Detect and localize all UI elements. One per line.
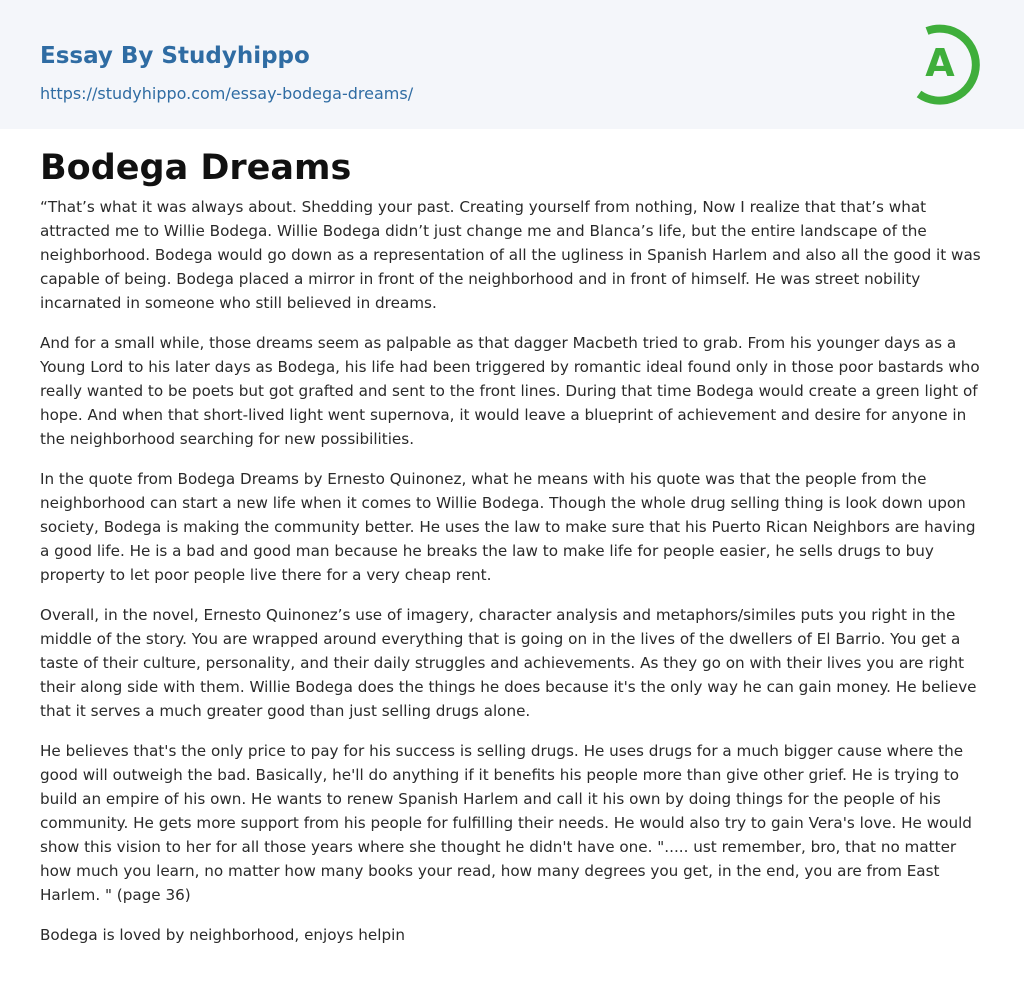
logo-letter: A [925, 41, 955, 85]
brand-title: Essay By Studyhippo [40, 43, 310, 69]
essay-paragraph: In the quote from Bodega Dreams by Ernesto Quinonez, what he means with his quote was that the people from the neighborhood can start a new life when it comes to Willie Bodega. Though the whole drug selling thing is look down upon society, Bodega is making the community better. He uses the law to make sure that his Puerto Rican Neighbors are having a good life. He is a bad and good man because he breaks the law to make life for people easier, he sells drugs to buy property to let poor people live there for a very cheap rent. [40, 470, 976, 584]
essay-body [40, 195, 988, 963]
essay-paragraph: He believes that's the only price to pay for his success is selling drugs. He uses drugs for a much bigger cause where the good will outweigh the bad. Basically, he'll do anything if it benefits his people more than give other grief. He is trying to build an empire of his own. He wants to renew Spanish Harlem and call it his own by doing things for the people of his community. He gets more support from his people for fulfilling their needs. He would also try to gain Vera's love. He would show this vision to her for all those years where she thought he didn't have one. "..... ust remember, bro, that no matter how much you learn, no matter how many books your read, how many degrees you get, in the end, you are from East Harlem. " (page 36) [40, 742, 972, 904]
essay-paragraph: Bodega is loved by neighborhood, enjoys helpin [40, 926, 405, 944]
page-title: Bodega Dreams [40, 148, 352, 188]
essay-paragraph: Overall, in the novel, Ernesto Quinonez’s use of imagery, character analysis and metaphors/similes puts you right in the middle of the story. You are wrapped around everything that is going on in the lives of the dwellers of El Barrio. You get a taste of their culture, personality, and their daily struggles and achievements. As they go on with their lives you are right their along side with them. Willie Bodega does the things he does because it's the only way he can gain money. He believe that it serves a much greater good than just selling drugs alone. [40, 606, 977, 720]
essay-paragraph: And for a small while, those dreams seem as palpable as that dagger Macbeth tried to grab. From his younger days as a Young Lord to his later days as Bodega, his life had been triggered by romantic ideal found only in those poor bastards who really wanted to be poets but got grafted and sent to the front lines. During that time Bodega would create a green light of hope. And when that short-lived light went supernova, it would leave a blueprint of achievement and desire for anyone in the neighborhood searching for new possibilities. [40, 334, 980, 448]
essay-url-link[interactable]: https://studyhippo.com/essay-bodega-dreams/ [40, 84, 414, 103]
essay-paragraph: “That’s what it was always about. Shedding your past. Creating yourself from nothing, Now I realize that that’s what attracted me to Willie Bodega. Willie Bodega didn’t just change me and Blanca’s life, but the entire landscape of the neighborhood. Bodega would go down as a representation of all the ugliness in Spanish Harlem and also all the good it was capable of being. Bodega placed a mirror in front of the neighborhood and in front of himself. He was street nobility incarnated in someone who still believed in dreams. [40, 198, 981, 312]
studyhippo-logo-icon [905, 18, 989, 106]
